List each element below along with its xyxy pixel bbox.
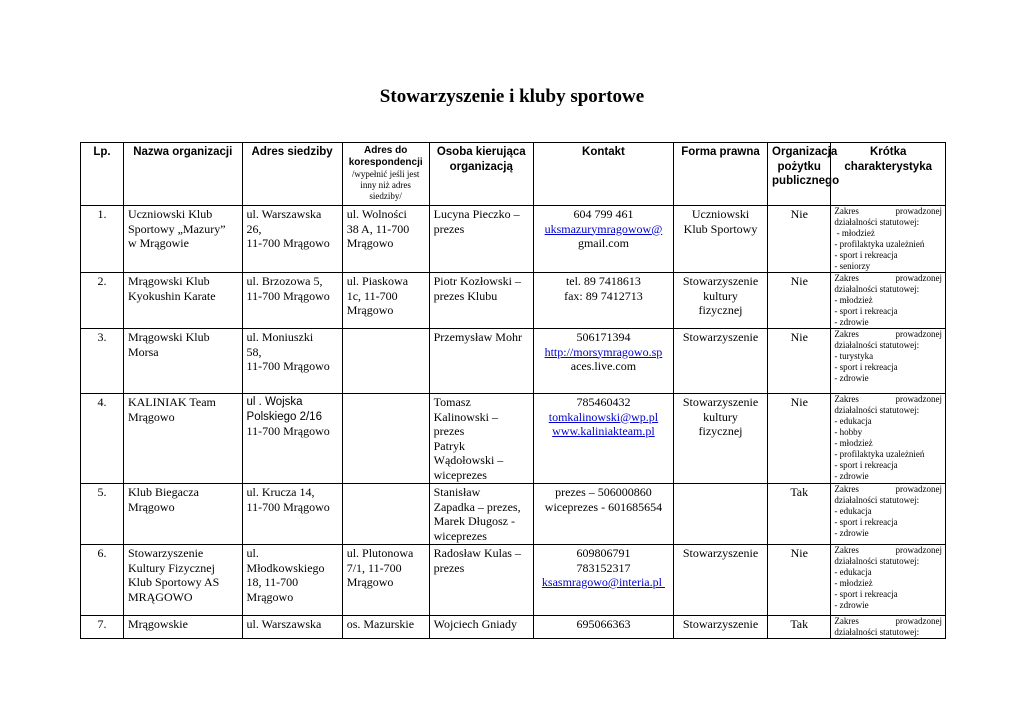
cell-osoba	[429, 206, 533, 273]
forma-line: Stowarzyszenie	[682, 274, 759, 288]
opis-line: Zakres prowadzonej	[834, 329, 942, 339]
adres-line: 11-700 Mrągowo	[246, 236, 330, 250]
cell-nazwa	[123, 545, 242, 616]
forma-line: fizycznej	[698, 303, 743, 317]
cell-opp: Tak	[768, 616, 831, 639]
contact-link[interactable]: tomkalinowski@wp.pl	[548, 409, 659, 424]
cell-forma	[673, 545, 767, 616]
kontakt-line: 609806791	[576, 546, 631, 560]
cell-lp: 1.	[81, 206, 124, 273]
opis-line: - zdrowie	[834, 528, 869, 538]
header-nazwa: Nazwa organizacji	[123, 143, 242, 206]
cell-adres	[242, 329, 342, 394]
cell-kontakt	[533, 616, 673, 639]
osoba-line: Wądołowski –	[433, 453, 504, 467]
contact-link[interactable]: www.kaliniakteam.pl	[552, 424, 655, 438]
opis-line: - profilaktyka uzależnień	[834, 239, 925, 249]
cell-kontakt	[533, 394, 673, 484]
table-row	[81, 206, 946, 273]
cell-adres	[242, 206, 342, 273]
cell-korespondencja	[342, 273, 429, 329]
cell-opp: Tak	[768, 484, 831, 545]
cell-opp: Nie	[768, 206, 831, 273]
osoba-line: prezes	[433, 221, 465, 236]
opis-line: działalności statutowej:	[834, 495, 920, 505]
header-kontakt: Kontakt	[533, 143, 673, 206]
opis-line: - sport i rekreacja	[834, 306, 898, 316]
cell-opis	[831, 329, 946, 394]
kor-line: 1c, 11-700	[346, 288, 398, 303]
opis-line: Zakres prowadzonej	[834, 484, 942, 494]
nazwa-line: Mrągowo	[127, 409, 175, 424]
adres-line: 58,	[246, 344, 262, 359]
opis-line: działalności statutowej:	[834, 405, 920, 415]
osoba-line: Przemysław Mohr	[433, 330, 522, 344]
cell-adres	[242, 484, 342, 545]
contact-link[interactable]: uksmazurymragowow@	[544, 221, 663, 236]
cell-nazwa	[123, 394, 242, 484]
cell-nazwa	[123, 616, 242, 639]
kontakt-line: prezes – 506000860	[555, 485, 652, 499]
cell-opis	[831, 545, 946, 616]
adres-line: 11-700 Mrągowo	[246, 359, 330, 373]
adres-line: ul. Brzozowa 5,	[246, 274, 323, 288]
nazwa-line: Mrągowskie	[127, 617, 188, 631]
table-row	[81, 484, 946, 545]
forma-line: Stowarzyszenie	[682, 395, 759, 409]
osoba-line: Zapadka – prezes,	[433, 499, 521, 514]
nazwa-line: Klub Biegacza	[127, 485, 199, 499]
table-row	[81, 545, 946, 616]
header-lp: Lp.	[81, 143, 124, 206]
opis-line: - sport i rekreacja	[834, 517, 898, 527]
table-row	[81, 616, 946, 639]
nazwa-line: Mrągowski Klub	[127, 330, 210, 344]
kor-line: ul. Piaskowa	[346, 274, 409, 288]
cell-opis	[831, 273, 946, 329]
header-opis: Krótka charakterystyka	[831, 143, 946, 206]
header-opp: Organizacja pożytku publicznego	[768, 143, 831, 206]
kontakt-line: gmail.com	[577, 236, 629, 250]
adres-line: ul. Krucza 14,	[246, 485, 315, 499]
adres-line: Mrągowo	[246, 589, 294, 604]
kontakt-line: tel. 89 7418613	[565, 274, 641, 288]
adres-line: 26,	[246, 221, 262, 236]
header-osoba: Osoba kierująca organizacją	[429, 143, 533, 206]
cell-forma	[673, 329, 767, 394]
nazwa-line: Kyokushin Karate	[127, 288, 216, 303]
cell-osoba	[429, 273, 533, 329]
opis-line: - profilaktyka uzależnień	[834, 449, 925, 459]
forma-line: Stowarzyszenie	[682, 330, 759, 344]
cell-korespondencja	[342, 394, 429, 484]
nazwa-line: MRĄGOWO	[127, 589, 193, 604]
cell-lp: 7.	[81, 616, 124, 639]
forma-line: Uczniowski	[691, 207, 750, 221]
opis-line: Zakres prowadzonej	[834, 206, 942, 216]
cell-opp: Nie	[768, 273, 831, 329]
opis-line: Zakres prowadzonej	[834, 273, 942, 283]
cell-forma	[673, 273, 767, 329]
nazwa-line: Mrągowo	[127, 499, 175, 514]
table-row	[81, 394, 946, 484]
kontakt-line: 604 799 461	[573, 207, 634, 221]
cell-korespondencja	[342, 616, 429, 639]
kor-line: 38 A, 11-700	[346, 221, 410, 236]
kontakt-line: 506171394	[576, 330, 631, 344]
cell-osoba	[429, 329, 533, 394]
document-title: Stowarzyszenie i kluby sportowe	[379, 86, 645, 107]
nazwa-line: Sportowy „Mazury”	[127, 221, 226, 236]
cell-forma	[673, 206, 767, 273]
osoba-line: prezes Klubu	[433, 288, 498, 303]
opis-line: - zdrowie	[834, 600, 869, 610]
table-row	[81, 273, 946, 329]
cell-lp: 6.	[81, 545, 124, 616]
kor-line: os. Mazurskie	[346, 617, 415, 631]
opis-line: - hobby	[834, 427, 863, 437]
adres-line: ul. Moniuszki	[246, 330, 314, 344]
nazwa-line: Morsa	[127, 344, 159, 359]
kor-line: ul. Wolności	[346, 207, 407, 221]
header-korespondencja-sub: /wypełnić jeśli jest inny niż adres siedziby/	[351, 169, 420, 201]
cell-lp: 4.	[81, 394, 124, 484]
opis-line: - sport i rekreacja	[834, 362, 898, 372]
cell-kontakt	[533, 206, 673, 273]
cell-opis	[831, 484, 946, 545]
kontakt-line: wiceprezes - 601685654	[544, 499, 663, 514]
opis-line: - sport i rekreacja	[834, 250, 898, 260]
adres-line: ul.	[246, 546, 259, 560]
osoba-line: prezes	[433, 560, 465, 575]
cell-forma	[673, 394, 767, 484]
nazwa-line: KALINIAK Team	[127, 395, 216, 409]
opis-line: - seniorzy	[834, 261, 871, 271]
nazwa-line: Klub Sportowy AS	[127, 575, 220, 589]
osoba-line: Piotr Kozłowski –	[433, 274, 521, 288]
kor-line: ul. Plutonowa	[346, 546, 414, 560]
contact-link[interactable]: http://morsymragowo.sp	[544, 344, 663, 359]
forma-line: Stowarzyszenie	[682, 617, 759, 631]
cell-kontakt	[533, 545, 673, 616]
opis-line: - edukacja	[834, 567, 872, 577]
forma-line: Stowarzyszenie	[682, 546, 759, 560]
cell-lp: 5.	[81, 484, 124, 545]
nazwa-line: Uczniowski Klub	[127, 207, 213, 221]
osoba-line: Patryk	[433, 438, 465, 453]
cell-korespondencja	[342, 329, 429, 394]
kor-line: Mrągowo	[346, 575, 394, 589]
osoba-line: wiceprezes	[433, 467, 487, 482]
adres-line: Polskiego 2/16	[246, 410, 322, 423]
osoba-line: Marek Długosz -	[433, 514, 515, 528]
kontakt-line: 695066363	[576, 617, 631, 631]
kontakt-line: 783152317	[576, 560, 631, 575]
adres-line: ul. Warszawska	[246, 617, 322, 631]
opis-line: Zakres prowadzonej	[834, 394, 942, 404]
opis-line: działalności statutowej:	[834, 284, 920, 294]
cell-forma	[673, 616, 767, 639]
cell-nazwa	[123, 484, 242, 545]
cell-osoba	[429, 484, 533, 545]
cell-opp: Nie	[768, 394, 831, 484]
forma-line: Klub Sportowy	[683, 221, 758, 236]
kor-line: Mrągowo	[346, 236, 394, 250]
opis-line: - młodzież	[834, 438, 873, 448]
cell-kontakt	[533, 484, 673, 545]
nazwa-line: Kultury Fizycznej	[127, 560, 215, 575]
kor-line: Mrągowo	[346, 303, 394, 317]
osoba-line: Radosław Kulas –	[433, 546, 521, 560]
adres-line: 18, 11-700	[246, 575, 299, 589]
cell-adres	[242, 545, 342, 616]
osoba-line: Stanisław	[433, 485, 481, 499]
opis-line: działalności statutowej:	[834, 340, 920, 350]
opis-line: - zdrowie	[834, 471, 869, 481]
opis-line: - młodzież	[834, 295, 873, 305]
adres-line: ul. Warszawska	[246, 207, 322, 221]
cell-korespondencja	[342, 545, 429, 616]
adres-line: 11-700 Mrągowo	[246, 288, 330, 303]
cell-korespondencja	[342, 484, 429, 545]
cell-adres	[242, 273, 342, 329]
opis-line: - edukacja	[834, 506, 872, 516]
opis-line: - młodzież	[834, 228, 875, 238]
cell-nazwa	[123, 273, 242, 329]
opis-line: - zdrowie	[834, 373, 869, 383]
kontakt-line: aces.live.com	[570, 359, 637, 373]
osoba-line: Tomasz	[433, 395, 471, 409]
contact-link[interactable]: ksasmragowo@interia.pl	[541, 575, 665, 589]
opis-line: działalności statutowej:	[834, 627, 920, 637]
cell-adres	[242, 394, 342, 484]
nazwa-line: Mrągowski Klub	[127, 274, 210, 288]
opis-line: działalności statutowej:	[834, 217, 920, 227]
adres-line: Młodkowskiego	[246, 560, 325, 575]
cell-opp: Nie	[768, 545, 831, 616]
cell-opis	[831, 394, 946, 484]
header-korespondencja	[342, 143, 429, 206]
header-adres: Adres siedziby	[242, 143, 342, 206]
cell-opis	[831, 616, 946, 639]
cell-lp: 2.	[81, 273, 124, 329]
header-korespondencja-main: Adres do korespondencji	[348, 145, 423, 168]
cell-osoba	[429, 545, 533, 616]
opis-line: - sport i rekreacja	[834, 589, 898, 599]
osoba-line: Lucyna Pieczko –	[433, 207, 520, 221]
cell-lp: 3.	[81, 329, 124, 394]
cell-nazwa	[123, 206, 242, 273]
table-row	[81, 329, 946, 394]
cell-forma	[673, 484, 767, 545]
opis-line: Zakres prowadzonej	[834, 545, 942, 555]
cell-opp: Nie	[768, 329, 831, 394]
kor-line: 7/1, 11-700	[346, 560, 402, 575]
adres-line: 11-700 Mrągowo	[246, 499, 330, 514]
osoba-line: prezes	[433, 424, 465, 438]
osoba-line: Wojciech Gniady	[433, 617, 517, 631]
opis-line: Zakres prowadzonej	[834, 616, 942, 626]
kontakt-line: fax: 89 7412713	[564, 288, 643, 303]
cell-adres	[242, 616, 342, 639]
header-row	[81, 143, 946, 206]
osoba-line: Kalinowski –	[433, 409, 498, 424]
adres-line: ul . Wojska	[246, 396, 303, 408]
osoba-line: wiceprezes	[433, 528, 487, 543]
forma-line: fizycznej	[698, 424, 743, 438]
cell-osoba	[429, 616, 533, 639]
clubs-table	[80, 142, 946, 639]
opis-line: działalności statutowej:	[834, 556, 920, 566]
adres-line: 11-700 Mrągowo	[246, 424, 330, 438]
cell-nazwa	[123, 329, 242, 394]
forma-line: kultury	[703, 288, 738, 303]
kontakt-line: 785460432	[576, 395, 631, 409]
cell-osoba	[429, 394, 533, 484]
opis-line: - sport i rekreacja	[834, 460, 898, 470]
opis-line: - edukacja	[834, 416, 872, 426]
cell-kontakt	[533, 273, 673, 329]
opis-line: - młodzież	[834, 578, 873, 588]
forma-line: kultury	[703, 409, 738, 424]
opis-line: - zdrowie	[834, 317, 869, 327]
nazwa-line: Stowarzyszenie	[127, 546, 204, 560]
opis-line: - turystyka	[834, 351, 874, 361]
header-forma: Forma prawna	[673, 143, 767, 206]
cell-opis	[831, 206, 946, 273]
cell-korespondencja	[342, 206, 429, 273]
nazwa-line: w Mrągowie	[127, 236, 189, 250]
cell-kontakt	[533, 329, 673, 394]
